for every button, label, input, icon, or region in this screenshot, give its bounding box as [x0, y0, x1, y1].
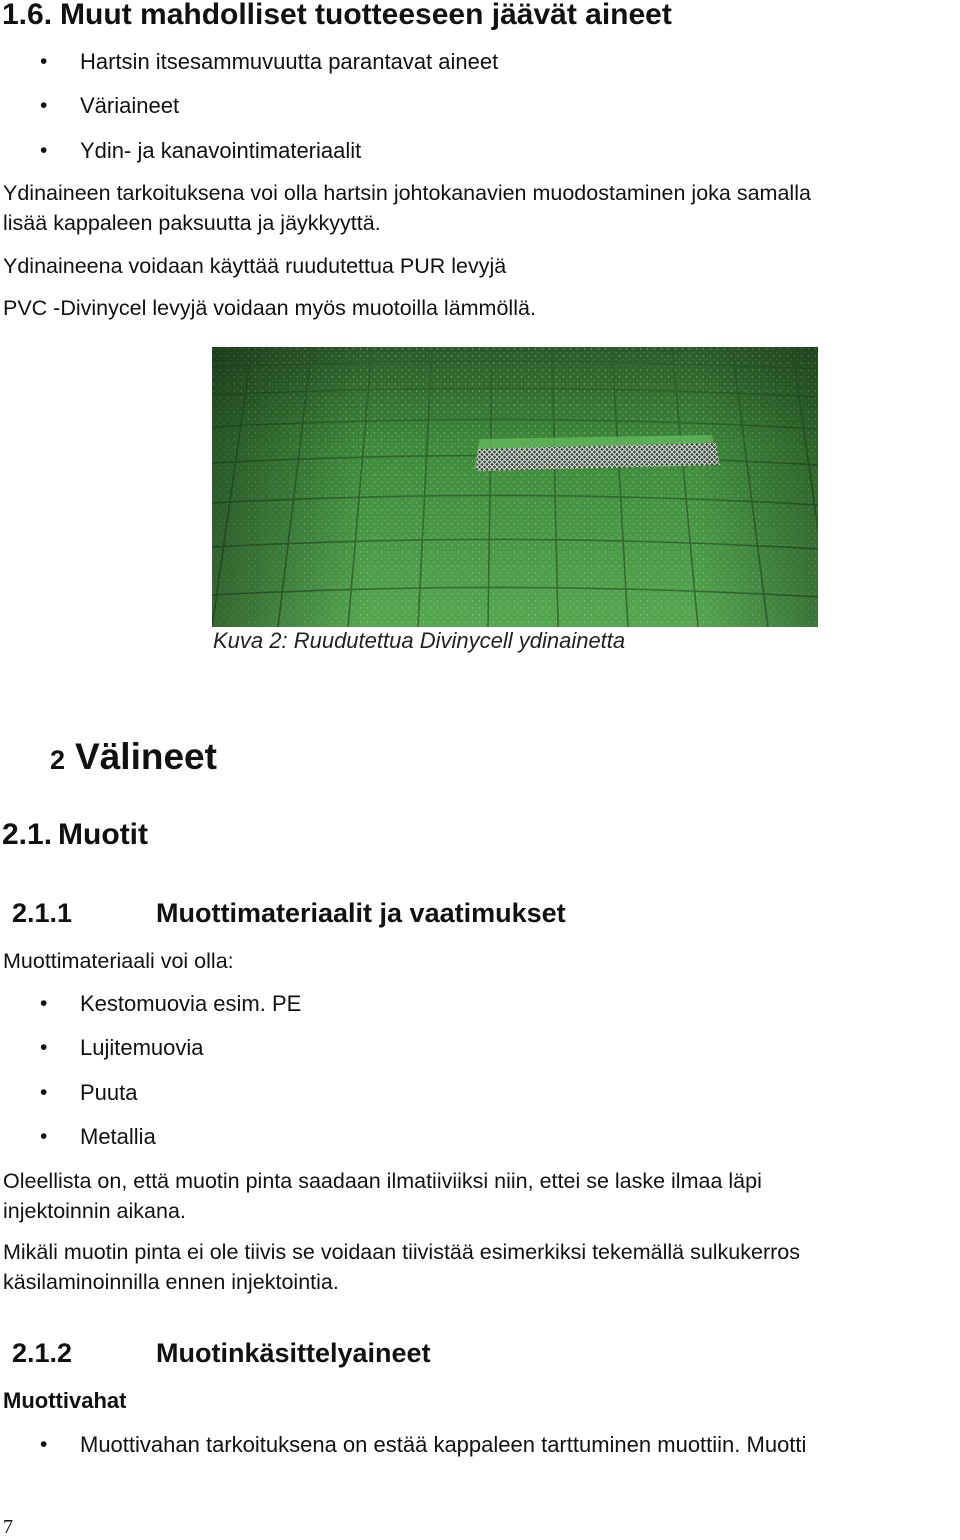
bullet-marker: •	[40, 1036, 48, 1059]
section-heading-2-1	[2, 818, 148, 852]
list-item: Muottivahan tarkoituksena on estää kappaleen tarttuminen muottiin. Muotti	[80, 1432, 807, 1457]
subheading-muottivahat: Muottivahat	[3, 1388, 127, 1413]
list-item: Ydin- ja kanavointimateriaalit	[80, 138, 362, 163]
bullet-marker: •	[40, 1081, 48, 1104]
chapter-number: 2	[50, 745, 66, 775]
list-item: Metallia	[80, 1124, 156, 1149]
paragraph: Ydinaineena voidaan käyttää ruudutettua PUR levyjä	[3, 254, 507, 278]
chapter-title: Välineet	[75, 736, 217, 777]
bullet-marker: •	[40, 139, 48, 162]
foam-core-image	[212, 347, 818, 627]
bullet-marker: •	[40, 1125, 48, 1148]
section-title: Muotit	[58, 818, 149, 851]
paragraph-line: Mikäli muotin pinta ei ole tiivis se voidaan tiivistää esimerkiksi tekemällä sulkukerros	[3, 1240, 801, 1264]
paragraph: PVC -Divinycel levyjä voidaan myös muotoilla lämmöllä.	[3, 296, 536, 320]
paragraph: Muottimateriaali voi olla:	[3, 949, 234, 973]
subsection-number: 2.1.2	[12, 1338, 73, 1368]
paragraph-line: Ydinaineen tarkoituksena voi olla hartsin johtokanavien muodostaminen joka samalla	[3, 181, 811, 205]
subsection-title: Muottimateriaalit ja vaatimukset	[156, 898, 566, 928]
subsection-title: Muotinkäsittelyaineet	[156, 1338, 431, 1368]
paragraph-line: Oleellista on, että muotin pinta saadaan ilmatiiviiksi niin, ettei se laske ilmaa läpi	[3, 1169, 762, 1193]
list-item: Lujitemuovia	[80, 1035, 204, 1060]
subsection-number: 2.1.1	[12, 898, 73, 928]
figure-photo-divinycell-core	[212, 347, 818, 627]
page-number: 7	[3, 1516, 13, 1538]
section-heading-1-6	[2, 0, 672, 32]
subsection-heading-2-1-2	[12, 1338, 72, 1369]
list-item: Hartsin itsesammuvuutta parantavat aineet	[80, 49, 499, 74]
subsection-heading-2-1-1	[12, 898, 72, 929]
section-number: 1.6.	[2, 0, 53, 31]
section-title: Muut mahdolliset tuotteeseen jäävät aineet	[60, 0, 672, 31]
bullet-marker: •	[40, 50, 48, 73]
paragraph-line: käsilaminoinnilla ennen injektointia.	[3, 1270, 339, 1294]
bullet-marker: •	[40, 1433, 48, 1456]
figure-caption: Kuva 2: Ruudutettua Divinycell ydinainetta	[213, 628, 626, 653]
paragraph-line: injektoinnin aikana.	[3, 1199, 186, 1223]
paragraph-line: lisää kappaleen paksuutta ja jäykkyyttä.	[3, 211, 381, 235]
section-number: 2.1.	[2, 818, 53, 851]
bullet-marker: •	[40, 94, 48, 117]
list-item: Puuta	[80, 1080, 138, 1105]
list-item: Väriaineet	[80, 93, 180, 118]
bullet-marker: •	[40, 992, 48, 1015]
chapter-heading-2	[50, 736, 217, 778]
list-item: Kestomuovia esim. PE	[80, 991, 302, 1016]
